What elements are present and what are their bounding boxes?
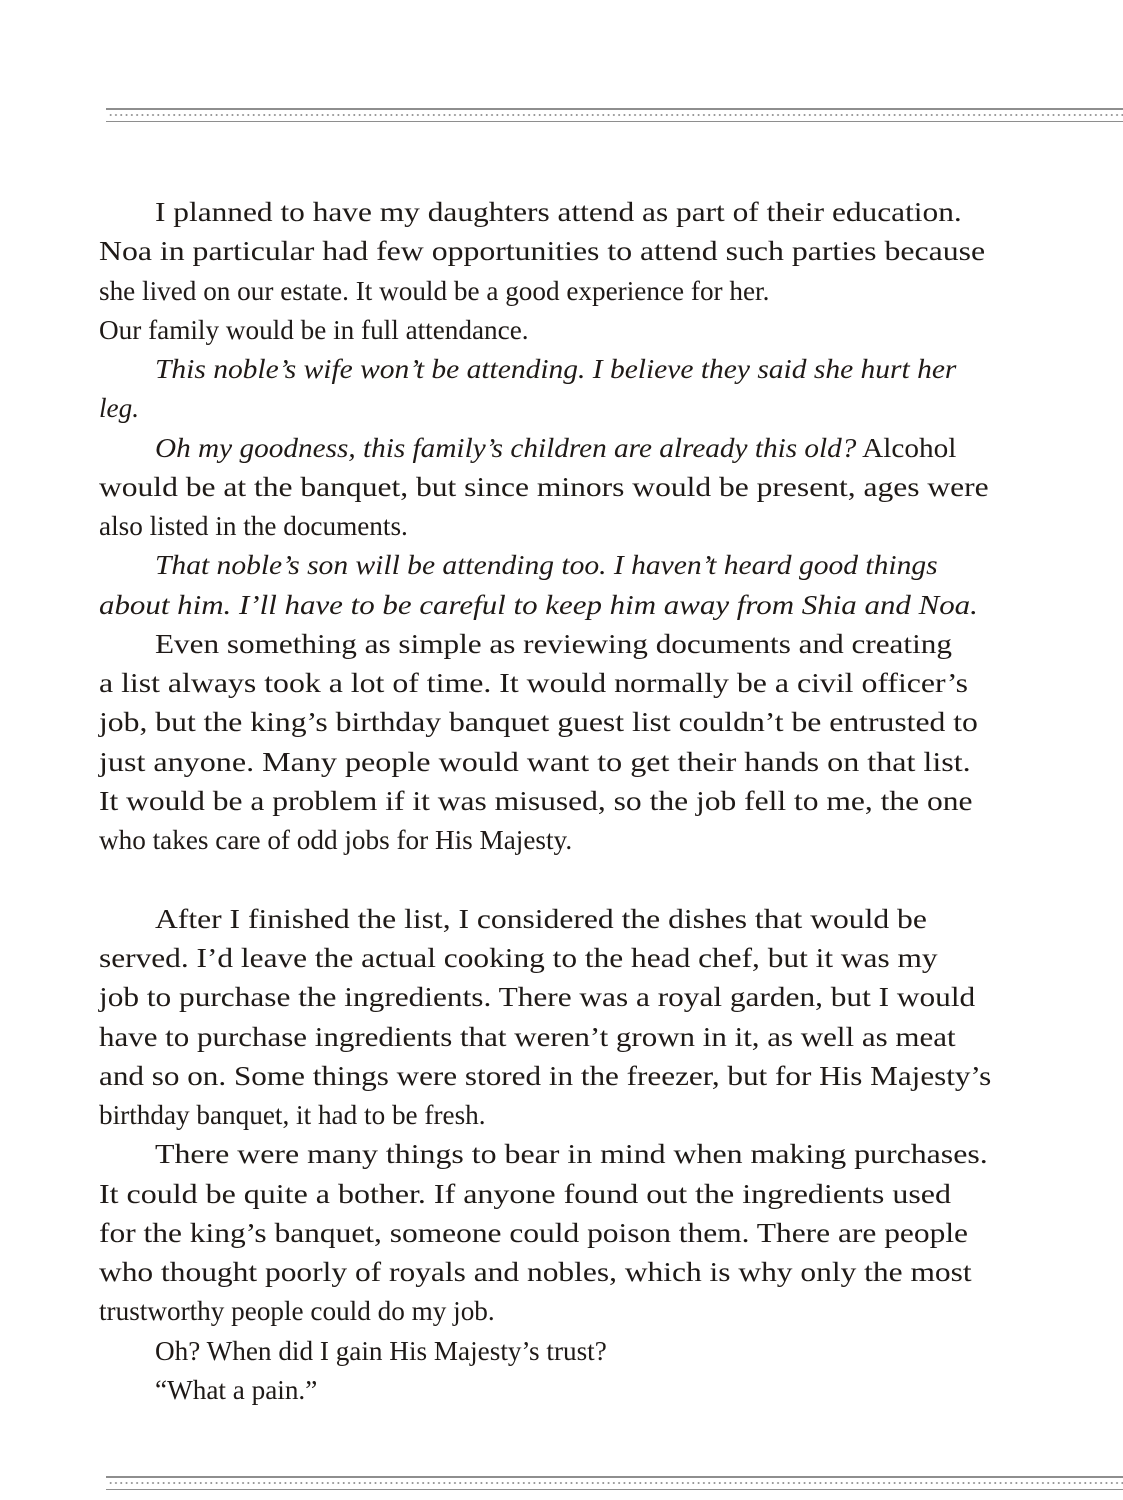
- text-line: [99, 1018, 1029, 1057]
- narration-text: served. I’d leave the actual cooking to the head chef, but it was my: [99, 943, 938, 974]
- line-content: [99, 1253, 972, 1292]
- italic-thought-text: about him. I’ll have to be careful to keep him away from Shia and Noa.: [99, 589, 978, 620]
- rule-line: [106, 108, 1123, 110]
- top-decorative-rule: [106, 108, 1123, 122]
- italic-thought-text: Oh my goodness, this family’s children are already this old?: [155, 432, 857, 463]
- narration-text: Oh? When did I gain His Majesty’s trust?: [155, 1335, 607, 1366]
- text-line: [99, 664, 1029, 703]
- line-content: [99, 978, 975, 1017]
- line-content: [99, 703, 978, 742]
- narration-text: There were many things to bear in mind when making purchases.: [155, 1139, 988, 1170]
- italic-thought-text: That noble’s son will be attending too. I haven’t heard good things: [155, 550, 938, 581]
- text-line: [99, 1096, 1029, 1135]
- italic-thought-text: This noble’s wife won’t be attending. I believe they said she hurt her: [155, 354, 957, 385]
- text-line: [99, 507, 1029, 546]
- narration-text: “What a pain.”: [155, 1374, 318, 1405]
- line-content: [155, 900, 927, 939]
- text-line: [99, 1175, 1029, 1214]
- line-content: [99, 468, 989, 507]
- line-content: [155, 429, 956, 468]
- narration-text: who thought poorly of royals and nobles, which is why only the most: [99, 1257, 972, 1288]
- narration-text: just anyone. Many people would want to get their hands on that list.: [99, 746, 971, 777]
- text-line: [99, 586, 1029, 625]
- narration-text: It could be quite a bother. If anyone found out the ingredients used: [99, 1178, 952, 1209]
- line-content: [99, 1057, 991, 1096]
- line-content: [155, 193, 962, 232]
- line-content: [155, 546, 938, 585]
- text-line: [99, 272, 1029, 311]
- narration-text: After I finished the list, I considered the dishes that would be: [155, 903, 927, 934]
- narration-text: birthday banquet, it had to be fresh.: [99, 1100, 486, 1131]
- line-content: [99, 664, 968, 703]
- narration-text: job to purchase the ingredients. There was a royal garden, but I would: [99, 982, 976, 1013]
- narration-text: for the king’s banquet, someone could poison them. There are people: [99, 1217, 969, 1248]
- line-content: [99, 1175, 951, 1214]
- narration-text: Even something as simple as reviewing documents and creating: [155, 628, 952, 659]
- narration-text: who takes care of odd jobs for His Majesty.: [99, 825, 573, 856]
- blank-line: [99, 861, 1029, 900]
- line-content: [99, 939, 938, 978]
- narration-text: trustworthy people could do my job.: [99, 1296, 495, 1327]
- rule-dots: [108, 114, 1123, 116]
- text-line: [99, 703, 1029, 742]
- narration-text: Alcohol: [856, 432, 957, 463]
- line-content: [155, 625, 952, 664]
- rule-line: [106, 1476, 1123, 1478]
- text-line: [99, 232, 1029, 271]
- text-line: [99, 1332, 1029, 1371]
- text-line: [99, 389, 1029, 428]
- rule-line: [106, 1489, 1123, 1491]
- line-content: [99, 232, 985, 271]
- text-line: [99, 978, 1029, 1017]
- line-content: [99, 1214, 968, 1253]
- text-line: [99, 900, 1029, 939]
- rule-line: [106, 121, 1123, 123]
- text-line: [99, 429, 1029, 468]
- text-line: [99, 350, 1029, 389]
- narration-text: I planned to have my daughters attend as part of their education.: [155, 197, 962, 227]
- line-content: [99, 743, 971, 782]
- rule-dots: [108, 1482, 1123, 1484]
- italic-thought-text: leg.: [99, 393, 140, 424]
- narration-text: job, but the king’s birthday banquet guest list couldn’t be entrusted to: [99, 707, 978, 738]
- line-content: [99, 782, 973, 821]
- line-content: [155, 1135, 988, 1174]
- narration-text: would be at the banquet, but since minors would be present, ages were: [99, 471, 989, 502]
- text-line: [99, 1253, 1029, 1292]
- text-line: [99, 743, 1029, 782]
- narration-text: Noa in particular had few opportunities to attend such parties because: [99, 236, 986, 267]
- text-line: [99, 311, 1029, 350]
- narration-text: It would be a problem if it was misused, so the job fell to me, the one: [99, 785, 973, 816]
- text-line: [99, 1371, 1029, 1410]
- line-content: [99, 1018, 956, 1057]
- narration-text: she lived on our estate. It would be a good experience for her.: [99, 275, 770, 306]
- narration-text: also listed in the documents.: [99, 511, 408, 542]
- text-line: [99, 468, 1029, 507]
- narration-text: and so on. Some things were stored in the freezer, but for His Majesty’s: [99, 1060, 992, 1091]
- narration-text: have to purchase ingredients that weren’t grown in it, as well as meat: [99, 1021, 956, 1052]
- narration-text: Our family would be in full attendance.: [99, 314, 529, 345]
- bottom-decorative-rule: [106, 1476, 1123, 1490]
- text-line: [99, 193, 1029, 232]
- text-line: [99, 939, 1029, 978]
- narration-text: a list always took a lot of time. It would normally be a civil officer’s: [99, 668, 969, 699]
- text-line: [99, 1057, 1029, 1096]
- text-line: [99, 1214, 1029, 1253]
- text-line: [99, 782, 1029, 821]
- text-line: [99, 625, 1029, 664]
- line-content: [155, 350, 956, 389]
- text-line: [99, 821, 1029, 860]
- text-line: [99, 1292, 1029, 1331]
- page-body-text: [99, 193, 1029, 1410]
- text-line: [99, 546, 1029, 585]
- text-line: [99, 1135, 1029, 1174]
- line-content: [99, 586, 978, 625]
